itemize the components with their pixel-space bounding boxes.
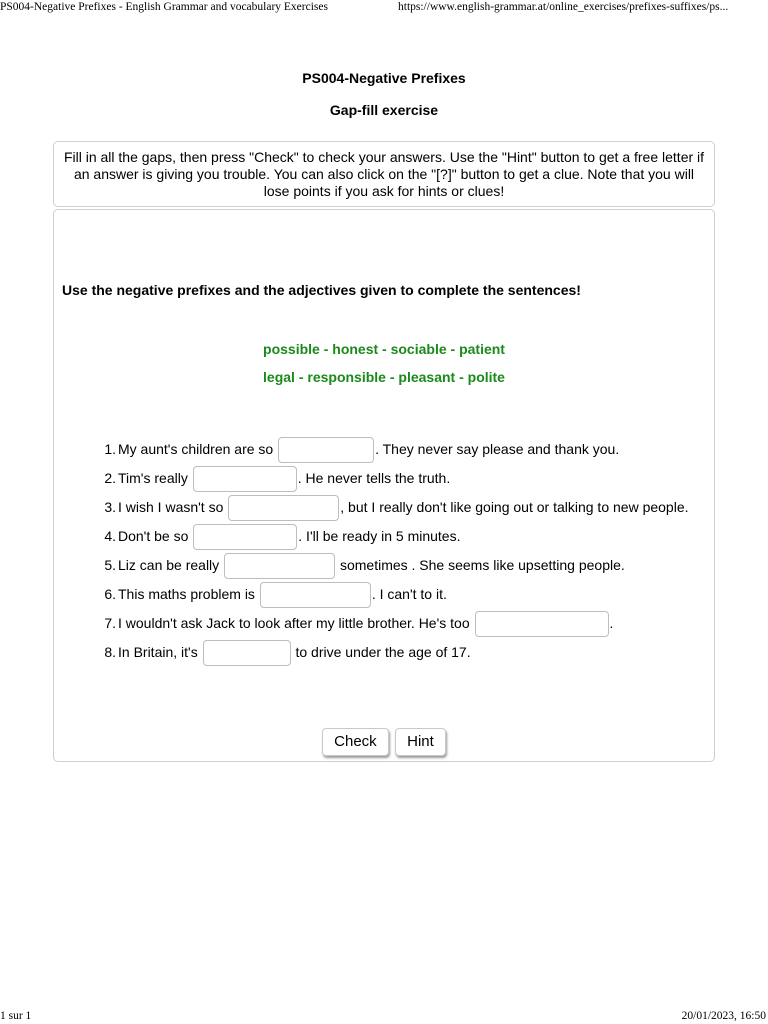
print-footer	[0, 1010, 768, 1024]
print-url: https://www.english-grammar.at/online_exercises/prefixes-suffixes/ps...	[398, 1, 729, 13]
question-list	[100, 435, 690, 667]
hint-button[interactable]: Hint	[395, 728, 446, 756]
question-text-before: I wish I wasn't so	[118, 499, 224, 515]
question-text-before: In Britain, it's	[118, 644, 198, 660]
question-item	[100, 522, 690, 551]
question-text-after: . They never say please and thank you.	[375, 441, 620, 457]
question-text-after: sometimes . She seems like upsetting people.	[339, 557, 625, 573]
question-item	[100, 638, 690, 667]
question-number: 3.	[104, 499, 116, 515]
question-number: 1.	[104, 441, 116, 457]
gap-input-3[interactable]	[228, 495, 339, 521]
question-text-after: . I'll be ready in 5 minutes.	[298, 528, 461, 544]
gap-input-5[interactable]	[224, 553, 335, 579]
instructions-box: Fill in all the gaps, then press "Check" to check your answers. Use the "Hint" button to get a free letter if an answer is giving you trouble. You can also click on the "[?]" button to get a clue. Note that you will lose points if you ask for hints or clues!	[53, 141, 715, 207]
question-text-before: Liz can be really	[118, 557, 220, 573]
question-text-after: . I can't to it.	[371, 586, 447, 602]
word-bank-line-2: legal - responsible - pleasant - polite	[263, 369, 505, 385]
print-header	[0, 0, 768, 18]
question-text-before: Tim's really	[118, 470, 188, 486]
question-number: 4.	[104, 528, 116, 544]
question-number: 2.	[104, 470, 116, 486]
question-text-after: . He never tells the truth.	[297, 470, 451, 486]
question-text-before: I wouldn't ask Jack to look after my little brother. He's too	[118, 615, 470, 631]
question-text-after: .	[609, 615, 614, 631]
gap-input-2[interactable]	[193, 466, 297, 492]
button-bar	[54, 728, 714, 756]
question-text-after: to drive under the age of 17.	[295, 644, 471, 660]
gap-input-7[interactable]	[475, 611, 609, 637]
question-number: 8.	[104, 644, 116, 660]
exercise-box	[53, 209, 715, 762]
question-text-before: This maths problem is	[118, 586, 255, 602]
question-number: 6.	[104, 586, 116, 602]
task-instruction: Use the negative prefixes and the adjectives given to complete the sentences!	[62, 282, 581, 298]
question-item	[100, 435, 690, 464]
question-number: 5.	[104, 557, 116, 573]
word-bank-line-1: possible - honest - sociable - patient	[263, 341, 505, 357]
gap-input-1[interactable]	[278, 437, 374, 463]
gap-input-8[interactable]	[203, 640, 291, 666]
check-button[interactable]: Check	[322, 728, 389, 756]
question-text-after: , but I really don't like going out or talking to new people.	[340, 499, 689, 515]
question-item	[100, 609, 690, 638]
print-page-title: PS004-Negative Prefixes - English Grammar and vocabulary Exercises	[0, 1, 328, 13]
question-text-before: Don't be so	[118, 528, 189, 544]
question-text-before: My aunt's children are so	[118, 441, 274, 457]
exercise-title: PS004-Negative Prefixes	[302, 70, 466, 86]
gap-input-4[interactable]	[193, 524, 297, 550]
page-count: 1 sur 1	[0, 1010, 32, 1022]
question-number: 7.	[104, 615, 116, 631]
question-item	[100, 580, 690, 609]
question-item	[100, 464, 690, 493]
gap-input-6[interactable]	[260, 582, 371, 608]
question-item	[100, 551, 690, 580]
exercise-subtitle: Gap-fill exercise	[329, 102, 439, 118]
question-item	[100, 493, 690, 522]
print-timestamp: 20/01/2023, 16:50	[681, 1010, 766, 1022]
